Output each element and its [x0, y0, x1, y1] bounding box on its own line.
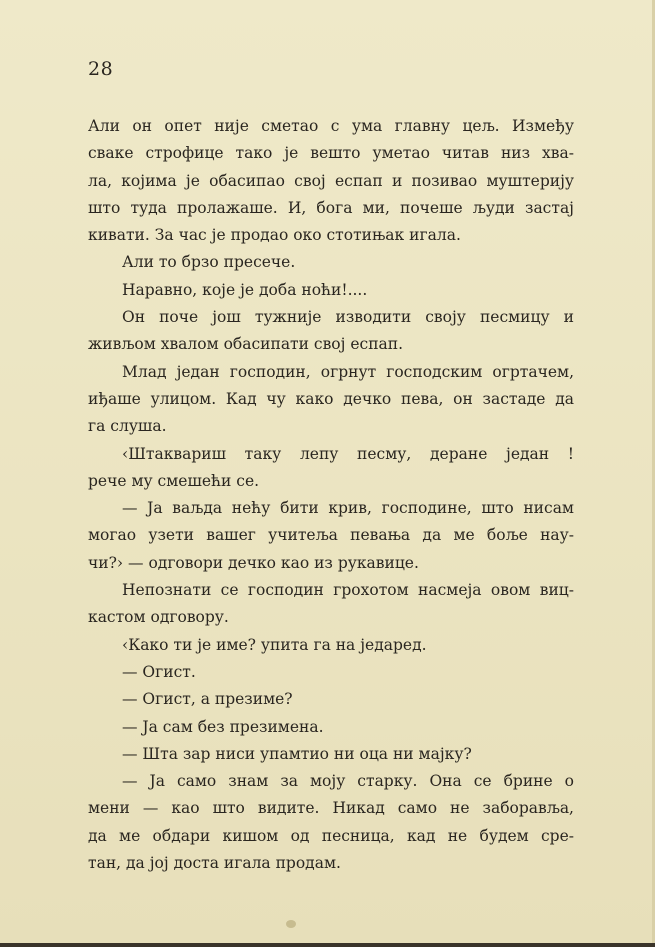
text-line: — Огист, а презиме? — [122, 690, 293, 709]
text-line: Он поче још тужније изводити своју песмицу и — [122, 308, 574, 327]
text-line: ‹Како ти је име? упита га на једаред. — [122, 635, 427, 654]
text-line: могао узети вашег учитеља певања да ме боље нау- — [88, 526, 574, 545]
text-line: Непознати се господин грохотом насмеја овом виц- — [122, 581, 574, 600]
text-line: га слуша. — [88, 417, 167, 436]
paper-smudge — [286, 920, 296, 928]
text-line: тан, да јој доста игала продам. — [88, 854, 341, 873]
text-line: мени — као што видите. Никад само не заборавља, — [88, 799, 574, 818]
text-line: Али он опет није сметао с ума главну цељ. Између — [88, 117, 574, 135]
text-line: Али то брзо пресече. — [122, 253, 296, 272]
text-line: сваке строфице тако је вешто уметао читав низ хва- — [88, 144, 574, 163]
text-line: иђаше улицом. Кад чу како дечко пева, он застаде да — [88, 389, 574, 408]
body-text — [88, 113, 574, 877]
page-number: 28 — [88, 58, 114, 80]
text-line: кастом одговору. — [88, 608, 229, 627]
text-line: ‹Штаквариш таку лепу песму, деране један ! — [122, 444, 574, 463]
text-line: живљом хвалом обасипати свој еспап. — [88, 335, 404, 354]
text-line: — Огист. — [122, 662, 196, 681]
text-line: што туда пролажаше. И, бога ми, почеше људи застај — [88, 198, 574, 217]
text-line: Млад један господин, огрнут господским огртачем, — [122, 362, 574, 381]
text-line: кивати. За час је продао око стотињак игала. — [88, 226, 461, 245]
text-line: — Шта зар ниси упамтио ни оца ни мајку? — [122, 744, 472, 763]
text-line: ла, којима је обасипао свој еспап и позивао муштерију — [88, 171, 574, 190]
text-line: — Ја само знам за моју старку. Она се брине о — [122, 772, 574, 791]
page-bottom-edge — [0, 943, 655, 947]
text-line: — Ја сам без презимена. — [122, 717, 324, 736]
text-line: Наравно, које је доба ноћи!.... — [122, 280, 368, 299]
text-line: — Ја ваљда нећу бити крив, господине, што нисам — [122, 499, 574, 518]
text-line: да ме обдари кишом од песница, кад не будем сре- — [88, 826, 574, 845]
text-line: рече му смешећи се. — [88, 471, 260, 490]
text-line: чи?› — одговори дечко као из рукавице. — [88, 553, 419, 572]
